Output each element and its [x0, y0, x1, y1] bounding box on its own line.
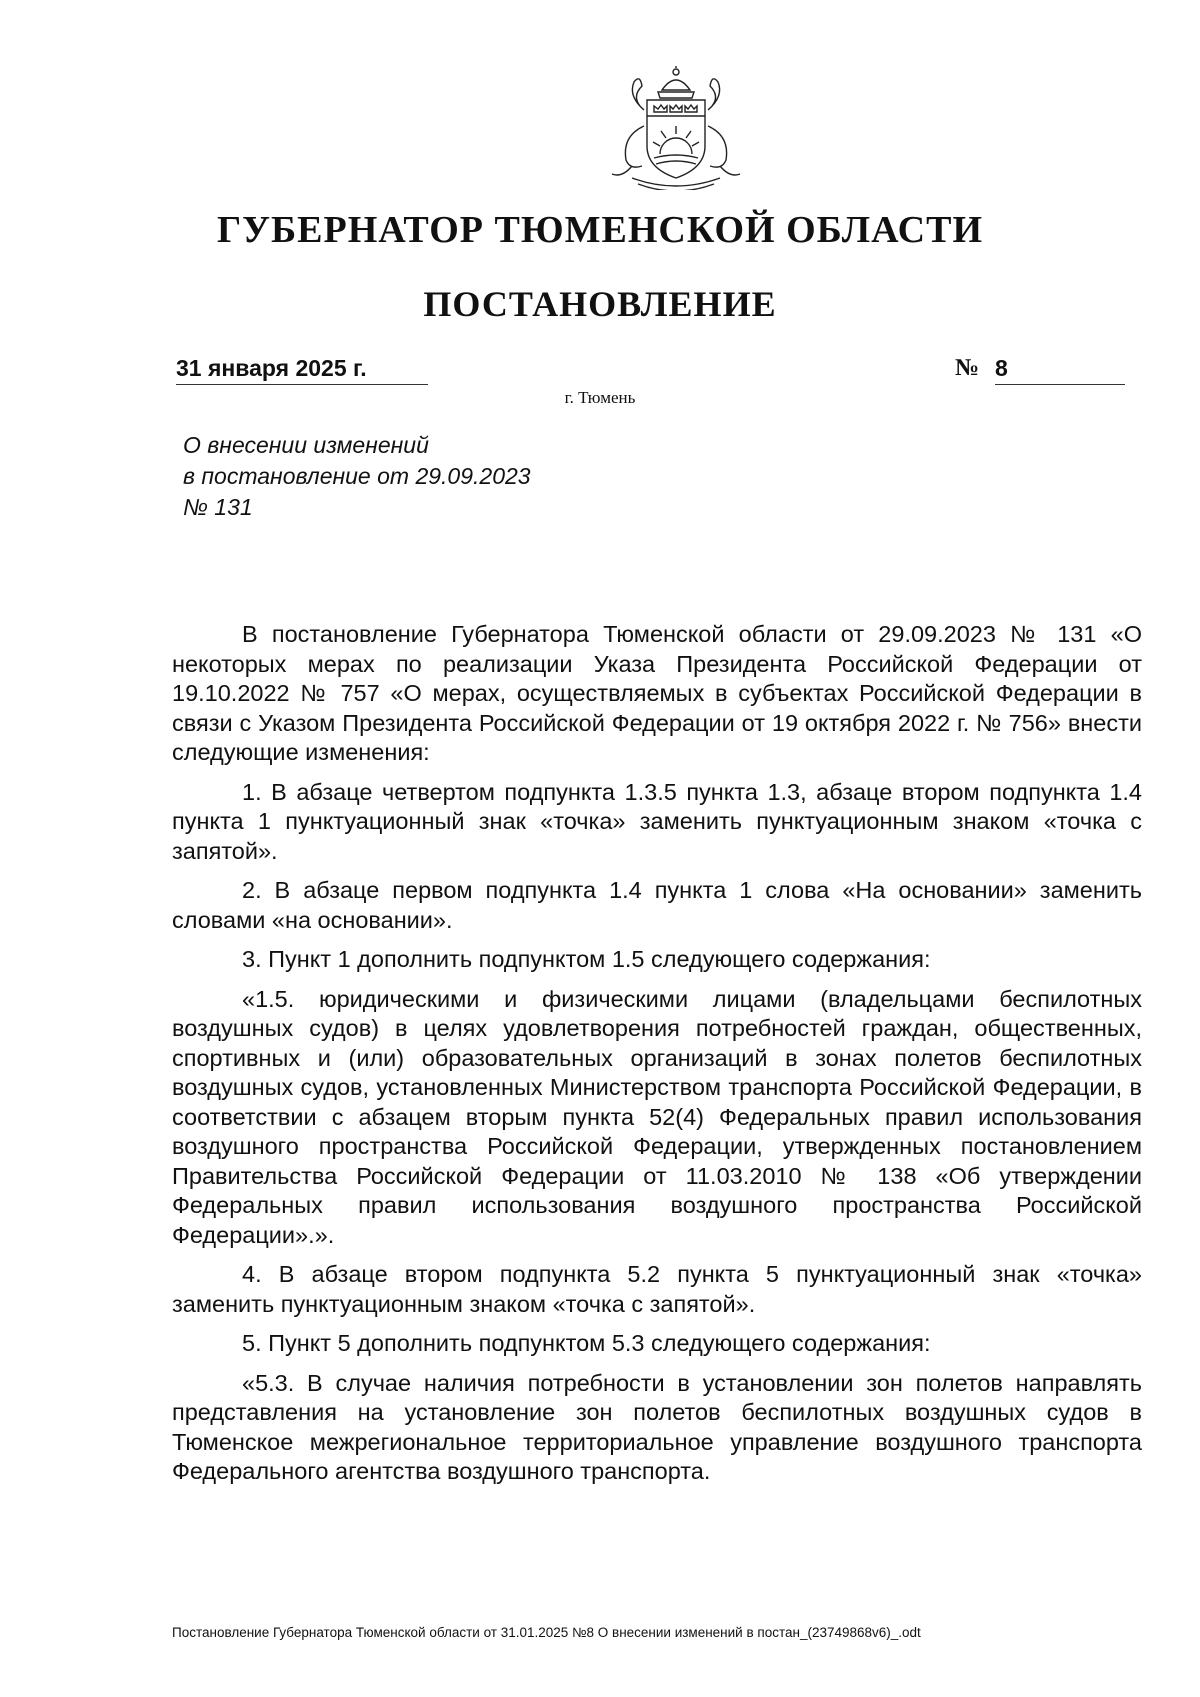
issuing-authority: ГУБЕРНАТОР ТЮМЕНСКОЙ ОБЛАСТИ [216, 209, 984, 251]
document-number: 8 [995, 354, 1125, 385]
page-footer: Постановление Губернатора Тюменской области от 31.01.2025 №8 О внесении изменений в постан_(23749868v6)_.odt [172, 1625, 921, 1640]
body-paragraph: 1. В абзаце четвертом подпункта 1.3.5 пункта 1.3, абзаце втором подпункта 1.4 пункта 1 пунктуационный знак «точка» заменить пунктуационным знаком «точка с запятой». [172, 778, 1142, 864]
body-paragraph: 3. Пункт 1 дополнить подпунктом 1.5 следующего содержания: [242, 946, 931, 972]
document-type: ПОСТАНОВЛЕНИЕ [423, 284, 777, 324]
body-paragraph: 2. В абзаце первом подпункта 1.4 пункта 1 слова «На основании» заменить словами «на основании». [172, 877, 1142, 933]
subject-line: О внесении изменений [183, 432, 429, 458]
coat-of-arms-icon [592, 66, 760, 190]
document-city: г. Тюмень [564, 388, 636, 407]
body-paragraph: «5.3. В случае наличия потребности в установлении зон полетов направлять представления на установление зон полетов беспилотных воздушных судов в Тюменское межрегиональное территориальное управление воздушного транспорта Федерального агентства воздушного транспорта. [172, 1369, 1142, 1484]
subject-line: № 131 [183, 494, 253, 520]
document-date: 31 января 2025 г. [176, 354, 428, 385]
subject-line: в постановление от 29.09.2023 [183, 463, 531, 489]
body-paragraph: 5. Пункт 5 дополнить подпунктом 5.3 следующего содержания: [242, 1330, 931, 1356]
body-paragraph: В постановление Губернатора Тюменской области от 29.09.2023 № 131 «О некоторых мерах по реализации Указа Президента Российской Федерации от 19.10.2022 № 757 «О мерах, осуществляемых в субъектах Российской Федерации в связи с Указом Президента Российской Федерации от 19 октября 2022 г. № 756» внести следующие изменения: [172, 621, 1142, 765]
document-number-label: № [955, 355, 980, 381]
body-paragraph: «1.5. юридическими и физическими лицами (владельцами беспилотных воздушных судов) в целях удовлетворения потребностей граждан, общественных, спортивных и (или) образовательных организаций в зонах полетов беспилотных воздушных судов, установленных Министерством транспорта Российской Федерации, в соответствии с абзацем вторым пункта 52(4) Федеральных правил использования воздушного пространства Российской Федерации, утвержденных постановлением Правительства Российской Федерации от 11.03.2010 № 138 «Об утверждении Федеральных правил использования воздушного пространства Российской Федерации».». [172, 985, 1142, 1248]
document-body [172, 620, 1142, 1497]
body-paragraph: 4. В абзаце втором подпункта 5.2 пункта 5 пунктуационный знак «точка» заменить пунктуационным знаком «точка с запятой». [172, 1261, 1142, 1317]
document-subject [183, 430, 531, 523]
